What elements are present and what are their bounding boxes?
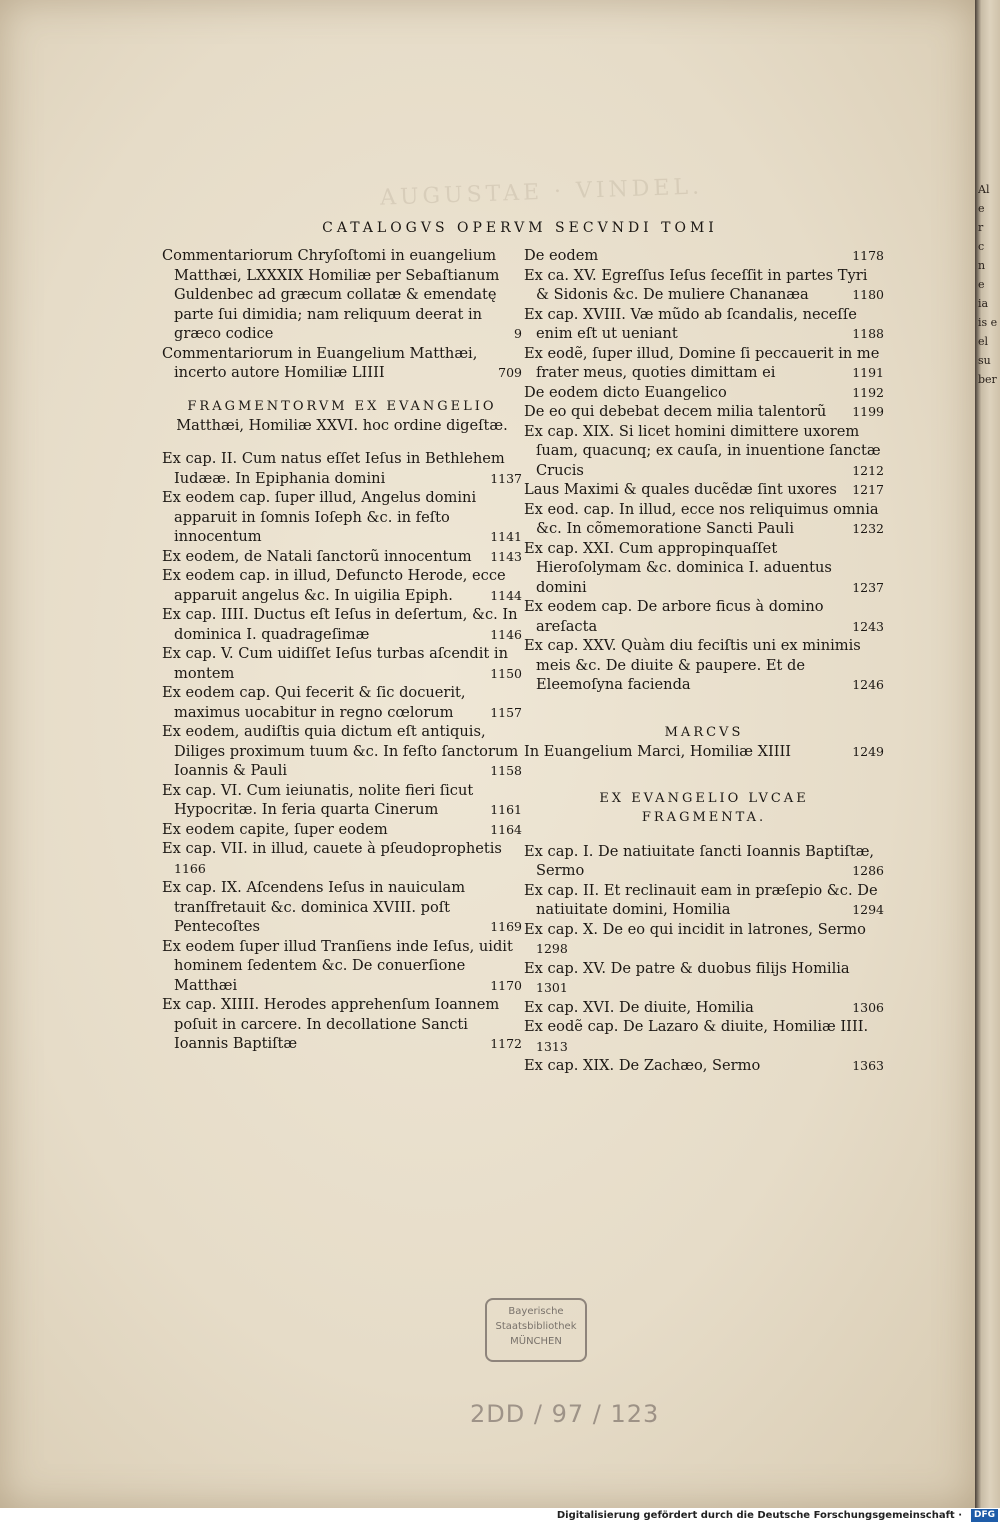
entry-page: 1141 — [490, 529, 522, 544]
entry-page: 1150 — [490, 665, 522, 681]
entry-text: Ex eodem, de Natali ſanctorũ innocentum — [162, 547, 472, 565]
edge-fragment: ber — [978, 373, 997, 386]
edge-fragment: el — [978, 335, 989, 348]
edge-fragment: is e — [978, 316, 998, 329]
section-title-mark: MARCVS — [664, 724, 744, 740]
entry-text: Ex eodem capite, ſuper eodem — [162, 820, 388, 838]
entry-page: 709 — [498, 365, 522, 380]
entry-page: 1169 — [490, 919, 522, 934]
entry-text: Ex cap. IX. Aſcendens Ieſus in nauiculam tranſfretauit &c. dominica XVIII. poſt Pentecoſtes — [162, 879, 466, 935]
entry-page: 1166 — [174, 860, 206, 876]
edge-fragment: Al — [978, 183, 990, 196]
entry-page: 1243 — [852, 618, 884, 634]
entry-text: Commentariorum in Euangelium Matthæi, incerto autore Homiliæ LIIII — [162, 344, 478, 381]
edge-fragment: e — [978, 278, 985, 291]
catalog-entry — [524, 998, 884, 1018]
catalog-entry — [162, 781, 522, 820]
catalog-entry — [524, 500, 884, 539]
catalog-entry — [162, 839, 522, 878]
entry-text: Ex eodem cap. Qui fecerit & ſic docuerit, maximus uocabitur in regno cœlorum — [162, 684, 466, 721]
section-subtitle-matthew: Matthæi, Homiliæ XXVI. hoc ordine digeſtæ. — [176, 416, 508, 434]
entry-text: Ex cap. XIX. De Zachæo, Sermo — [524, 1057, 761, 1074]
catalog-entry — [524, 636, 884, 695]
right-column — [524, 246, 884, 1076]
entry-page: 1180 — [852, 287, 884, 302]
entry-page: 1143 — [490, 548, 522, 564]
entry-text: Ex cap. VII. in illud, cauete à pſeudoprophetis — [162, 840, 502, 857]
catalog-entry — [162, 344, 522, 383]
entry-page: 1298 — [536, 941, 568, 956]
adjacent-page-text — [978, 180, 1000, 389]
entry-page: 1232 — [852, 521, 884, 536]
entry-page: 1172 — [490, 1036, 522, 1051]
section-title-matthew: FRAGMENTORVM EX EVANGELIO — [187, 398, 497, 414]
entry-text: Ex eodem cap. ſuper illud, Angelus domini apparuit in ſomnis Ioſeph &c. in feſto innocentum — [162, 489, 477, 545]
catalog-entry — [162, 820, 522, 840]
catalog-entry — [162, 246, 522, 344]
catalog-entry — [524, 246, 884, 266]
entry-page: 1294 — [852, 902, 884, 917]
intro-entries — [162, 246, 522, 383]
catalog-entry — [524, 539, 884, 598]
section-subtitle-luke: FRAGMENTA. — [641, 810, 767, 825]
catalog-entry — [162, 683, 522, 722]
entry-text: Ex cap. XIX. Si licet homini dimittere uxorem ſuam, quacunq; ex cauſa, in inuentione ſanctæ Crucis — [524, 422, 881, 479]
entry-text: Laus Maximi & quales ducẽdæ ſint uxores — [524, 481, 837, 498]
entry-page: 1313 — [536, 1038, 568, 1054]
section-title-luke: EX EVANGELIO LVCAE — [599, 791, 809, 806]
entry-page: 1212 — [852, 462, 884, 478]
luke-entries — [524, 842, 884, 1076]
entry-text: Ex eodem cap. in illud, Defuncto Herode, ecce apparuit angelus &c. In uigilia Epiph. — [162, 567, 506, 604]
entry-text: Ex cap. VI. Cum ieiunatis, nolite fieri ſicut Hypocritæ. In feria quarta Cinerum — [162, 781, 474, 818]
entry-text: Ex cap. V. Cum uidiſſet Ieſus turbas aſcendit in montem — [162, 645, 508, 682]
entry-page: 1192 — [852, 384, 884, 400]
entry-page: 1158 — [490, 763, 522, 778]
dfg-logo: DFG — [971, 1509, 998, 1522]
edge-fragment: ia — [978, 297, 989, 310]
catalog-entry — [162, 547, 522, 567]
entry-text: Ex eodẽ cap. De Lazaro & diuite, Homiliæ IIII. — [524, 1018, 869, 1035]
entry-text: Commentariorum Chryſoſtomi in euangelium Matthæi, LXXXIX Homiliæ per Sebaſtianum Guldenbec ad græcum collatæ & emendatę parte ſui dimidia; nam reliquum deerat in græco codice — [162, 247, 500, 342]
left-column — [162, 246, 522, 1054]
entry-text: Ex eodem cap. De arbore ficus à domino areſacta — [524, 598, 824, 635]
stamp-line: Bayerische — [508, 1306, 564, 1317]
entry-text: Ex cap. XV. De patre & duobus filijs Homilia — [524, 959, 850, 977]
catalog-entry — [162, 566, 522, 605]
entry-page: 1170 — [490, 977, 522, 993]
catalog-entry — [524, 422, 884, 481]
catalog-entry — [524, 920, 884, 959]
mark-entry — [524, 742, 884, 762]
entry-page: 1157 — [490, 704, 522, 720]
catalog-entry — [524, 305, 884, 344]
entry-page: 1363 — [852, 1058, 884, 1073]
stamp-line: MÜNCHEN — [510, 1336, 562, 1347]
entry-text: Ex cap. X. De eo qui incidit in latrones, Sermo — [524, 920, 866, 938]
entry-page: 1249 — [852, 743, 884, 759]
catalog-entry — [162, 878, 522, 937]
entry-text: De eodem — [524, 247, 599, 264]
entry-page: 1146 — [490, 626, 522, 642]
entry-page: 1161 — [490, 802, 522, 817]
edge-fragment: n — [978, 259, 986, 272]
entry-text: Ex cap. XVIII. Væ mũdo ab ſcandalis, neceſſe enim eſt ut ueniant — [524, 305, 857, 342]
entry-page: 1144 — [490, 587, 522, 603]
entry-page: 1301 — [536, 980, 568, 995]
matthew-entries — [162, 449, 522, 1054]
catalog-entry — [162, 644, 522, 683]
catalog-entry — [524, 266, 884, 305]
entry-page: 1137 — [490, 470, 522, 486]
entry-page: 1217 — [852, 482, 884, 497]
catalog-entry — [524, 1056, 884, 1076]
entry-page: 9 — [514, 326, 522, 341]
entry-text: Ex cap. XVI. De diuite, Homilia — [524, 998, 754, 1016]
catalog-entry — [524, 402, 884, 422]
edge-fragment: r — [978, 221, 984, 234]
shelfmark: 2DD / 97 / 123 — [470, 1400, 660, 1428]
faded-ink-mark: AUGUSTAE · VINDEL. — [379, 174, 704, 211]
entry-text: De eo qui debebat decem milia talentorũ — [524, 403, 827, 420]
entry-text: Ex eod. cap. In illud, ecce nos reliquimus omnia &c. In cõmemoratione Sancti Pauli — [524, 500, 879, 537]
catalog-entry — [162, 605, 522, 644]
entry-page: 1286 — [852, 863, 884, 878]
funding-credit: Digitalisierung gefördert durch die Deutsche Forschungsgemeinschaft · — [556, 1510, 962, 1521]
catalog-entry — [524, 842, 884, 881]
entry-page: 1237 — [852, 579, 884, 595]
entry-page: 1164 — [490, 821, 522, 837]
catalog-entry — [524, 480, 884, 500]
entry-text: Ex cap. I. De natiuitate ſancti Ioannis Baptiſtæ, Sermo — [524, 842, 875, 879]
matthew-entries-continued — [524, 246, 884, 695]
catalog-entry — [524, 344, 884, 383]
entry-text: Ex cap. II. Cum natus eſſet Ieſus in Bethlehem Iudææ. In Epiphania domini — [162, 450, 505, 487]
entry-text: Ex cap. XXI. Cum appropinquaſſet Hieroſolymam &c. dominica I. aduentus domini — [524, 539, 832, 596]
entry-text: In Euangelium Marci, Homiliæ XIIII — [524, 742, 792, 760]
entry-text: Ex eodem, audiſtis quia dictum eſt antiquis, Diliges proximum tuum &c. In feſto ſanctorum Ioannis & Pauli — [162, 723, 519, 779]
catalog-entry — [524, 383, 884, 403]
entry-page: 1188 — [852, 326, 884, 341]
catalog-entry — [162, 722, 522, 781]
entry-page: 1178 — [852, 248, 884, 263]
entry-text: Ex ca. XV. Egreſſus Ieſus ſeceſſit in partes Tyri & Sidonis &c. De muliere Chananæa — [524, 266, 868, 303]
catalog-entry — [162, 488, 522, 547]
entry-page: 1246 — [852, 677, 884, 692]
running-head: CATALOGVS OPERVM SECVNDI TOMI — [322, 220, 718, 236]
catalog-entry — [524, 959, 884, 998]
entry-text: Ex cap. XXV. Quàm diu feciſtis uni ex minimis meis &c. De diuite & paupere. Et de Eleemoſyna facienda — [524, 637, 861, 693]
catalog-entry — [162, 937, 522, 996]
entry-page: 1199 — [852, 404, 884, 419]
edge-fragment: c — [978, 240, 985, 253]
entry-text: Ex cap. IIII. Ductus eſt Ieſus in deſertum, &c. In dominica I. quadrageſimæ — [162, 606, 518, 643]
catalog-entry — [524, 1017, 884, 1056]
edge-fragment: e — [978, 202, 985, 215]
entry-text: De eodem dicto Euangelico — [524, 383, 727, 401]
entry-text: Ex cap. II. Et reclinauit eam in præſepio &c. De natiuitate domini, Homilia — [524, 881, 878, 918]
catalog-entry — [162, 995, 522, 1054]
entry-text: Ex eodem ſuper illud Tranſiens inde Ieſus, uidit hominem ſedentem &c. De conuerſione Matthæi — [162, 937, 513, 994]
entry-text: Ex eodẽ, ſuper illud, Domine ſi peccauerit in me frater meus, quoties dimittam ei — [524, 344, 880, 381]
catalog-entry — [524, 881, 884, 920]
catalog-entry — [524, 597, 884, 636]
entry-page: 1191 — [852, 365, 884, 380]
edge-fragment: su — [978, 354, 991, 367]
entry-page: 1306 — [852, 999, 884, 1015]
catalog-entry — [162, 449, 522, 488]
entry-text: Ex cap. XIIII. Herodes apprehenſum Ioannem poſuit in carcere. In decollatione Sancti Ioannis Baptiſtæ — [162, 996, 500, 1052]
stamp-line: Staatsbibliothek — [495, 1321, 577, 1332]
library-stamp — [485, 1298, 587, 1362]
